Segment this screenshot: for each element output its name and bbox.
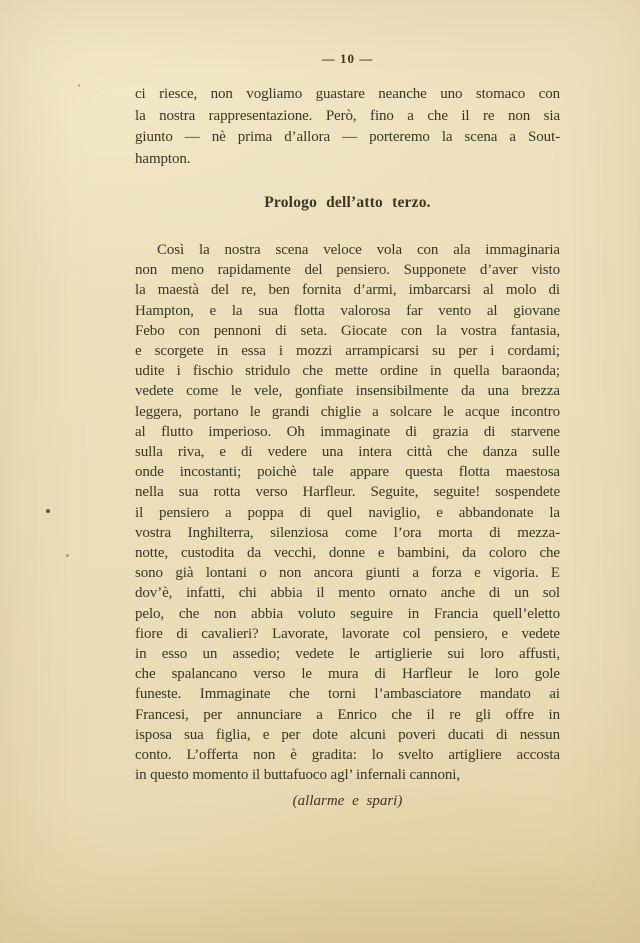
- text-line: e scorgete in essa i mozzi arrampicarsi su per i cordami;: [135, 343, 560, 360]
- text-line: funeste. Immaginate che torni l’ambasciatore mandato ai: [135, 686, 560, 703]
- text-line: fiore di cavalieri? Lavorate, lavorate col pensiero, e vedete: [135, 625, 560, 642]
- text-line: la maestà del re, ben fornita d’armi, imbarcarsi al molo di: [135, 282, 560, 299]
- text-line: nella sua rotta verso Harfleur. Seguite, seguite! sospendete: [135, 484, 560, 501]
- text-line: sono già lontani o non ancora giunti a forza e vigoria. E: [135, 565, 560, 582]
- text-line: Così la nostra scena veloce vola con ala immaginaria: [157, 242, 560, 258]
- stage-direction: (allarme e spari): [292, 793, 403, 809]
- text-line: onde incostanti; poichè tale appare questa flotta maestosa: [135, 464, 560, 481]
- text-line: che spalancano verso le mura di Harfleur le loro gole: [135, 666, 560, 683]
- text-line: dov’è, infatti, chi abbia il mento ornato anche di un sol: [135, 585, 560, 602]
- text-line: giunto — nè prima d’allora — porteremo la scena a Sout-: [135, 129, 560, 145]
- text-line: leggera, portano le grandi chiglie a solcare le acque incontro: [135, 403, 560, 420]
- text-line: notte, custodita da vecchi, donne e bambini, da coloro che: [135, 545, 560, 562]
- text-line: Francesi, per annunciare a Enrico che il re gli offre in: [135, 706, 560, 723]
- paper-speck: [78, 84, 80, 87]
- paper-speck: [66, 554, 69, 557]
- text-line: conto. L’offerta non è gradita: lo svelto artigliere accosta: [135, 747, 560, 764]
- text-line: udite i fischio stridulo che mette ordine in quella baraonda;: [135, 363, 560, 380]
- text-line: hampton.: [135, 150, 191, 167]
- text-line: la nostra rappresentazione. Però, fino a che il re non sia: [135, 107, 560, 124]
- text-line: in questo momento il buttafuoco agl’ infernali cannoni,: [135, 767, 460, 784]
- text-line: Febo con pennoni di seta. Giocate con la vostra fantasia,: [135, 322, 560, 339]
- text-line: vedete come le vele, gonfiate insensibilmente da una brezza: [135, 383, 560, 400]
- paragraph-prologue: [135, 240, 560, 785]
- text-block: [135, 0, 560, 943]
- section-heading: Prologo dell’atto terzo.: [264, 194, 431, 211]
- text-line: isposa sua figlia, e per dote alcuni poveri ducati di nessun: [135, 726, 560, 743]
- text-line: pelo, che non abbia voluto seguire in Francia quell’eletto: [135, 605, 560, 622]
- text-line: ci riesce, non vogliamo guastare neanche uno stomaco con: [135, 86, 560, 102]
- paragraph-continuation: [135, 84, 560, 170]
- text-line: in esso un assedio; vedete le artiglierie sui loro affusti,: [135, 646, 560, 663]
- text-line: al flutto imperioso. Oh immaginate di grazia di starvene: [135, 423, 560, 440]
- text-line: sulla riva, e di vedere una intera città che danza sulle: [135, 444, 560, 461]
- page-number: — 10 —: [321, 51, 374, 66]
- text-line: Hampton, e la sua flotta valorosa far vento al giovane: [135, 302, 560, 319]
- text-line: vostra Inghilterra, silenziosa come l’ora morta di mezza-: [135, 524, 560, 541]
- text-line: non meno rapidamente del pensiero. Supponete d’aver visto: [135, 262, 560, 279]
- text-line: il pensiero a poppa di quel naviglio, e abbandonate la: [135, 504, 560, 521]
- paper-speck: [46, 509, 50, 513]
